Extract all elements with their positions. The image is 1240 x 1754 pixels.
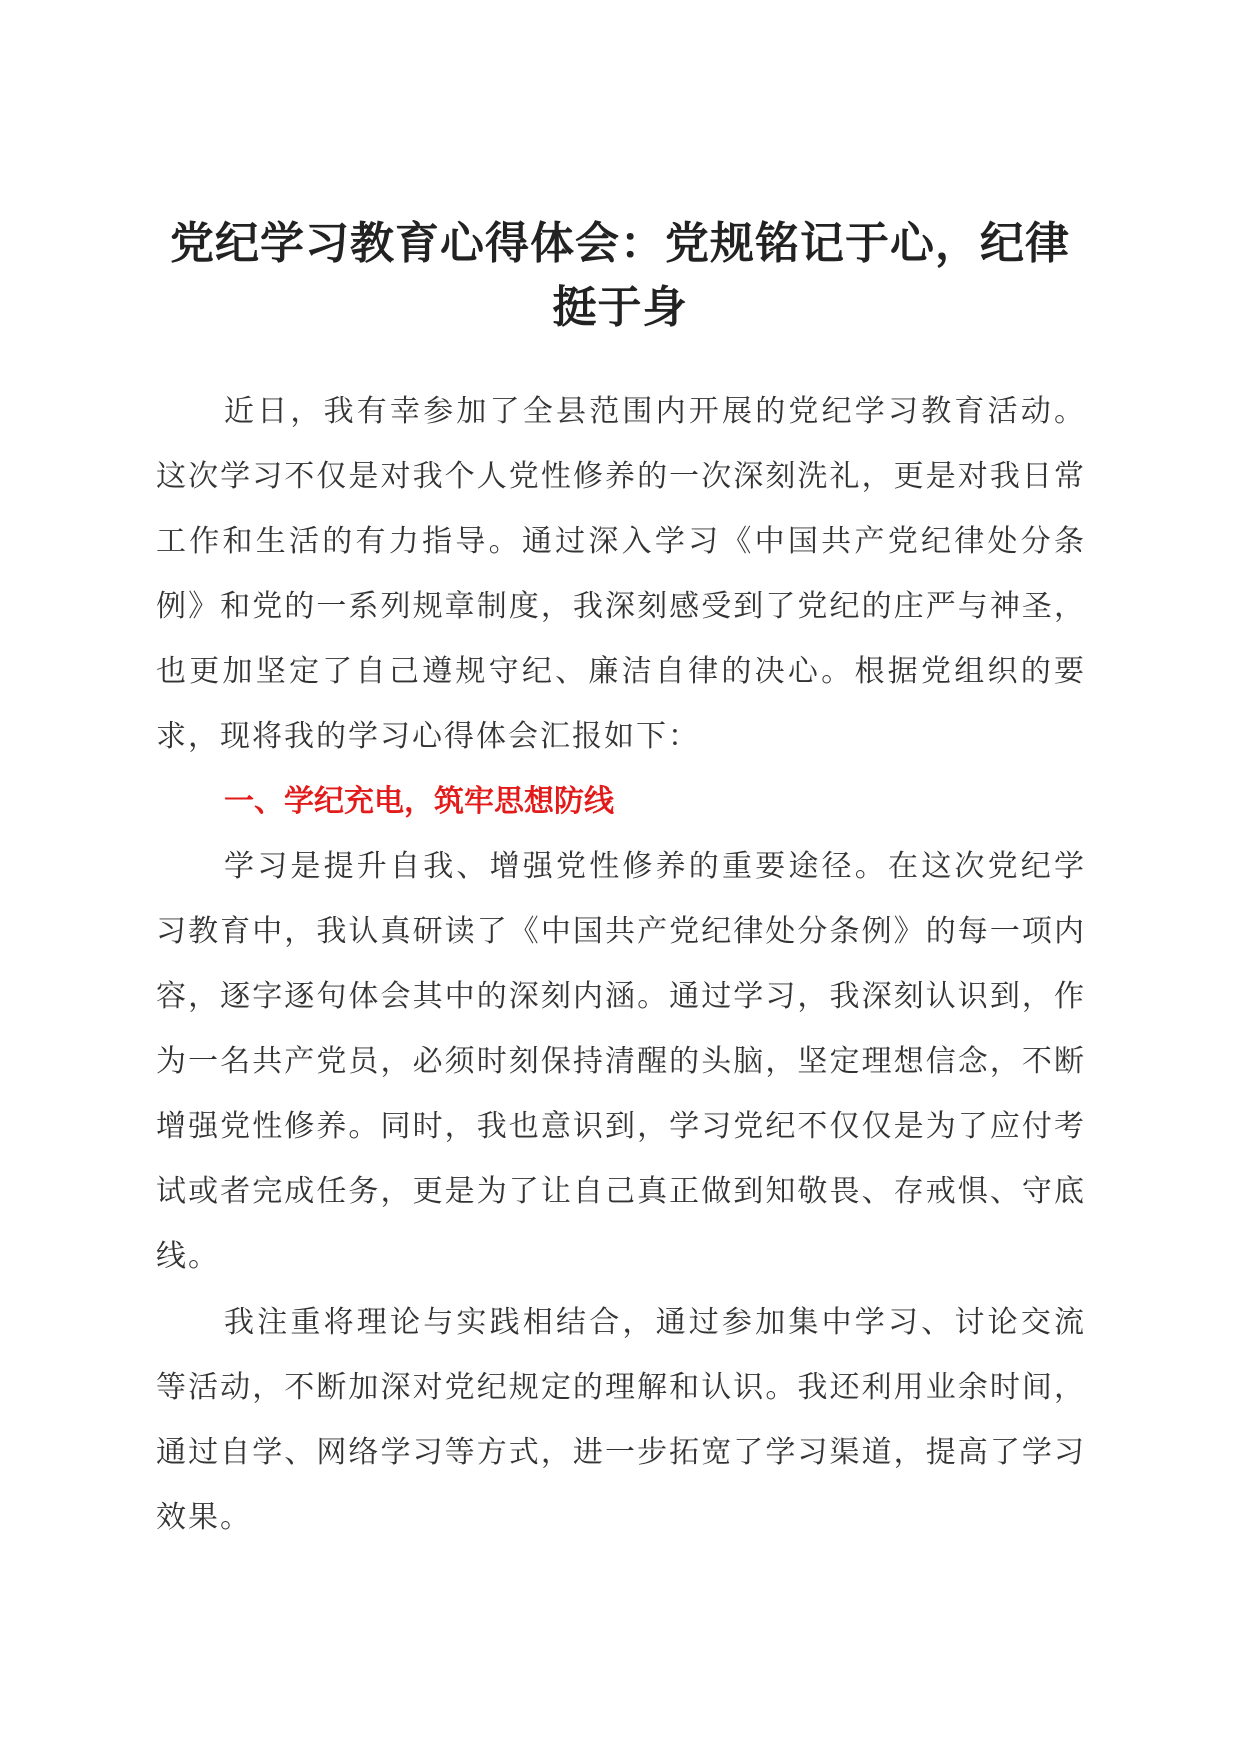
document-title: 党纪学习教育心得体会：党规铭记于心，纪律挺于身 [170,218,1070,333]
body-paragraph: 学习是提升自我、增强党性修养的重要途径。在这次党纪学习教育中，我认真研读了《中国共产党纪律处分条例》的每一项内容，逐字逐句体会其中的深刻内涵。通过学习，我深刻认识到，作为一名共产党员，必须时刻保持清醒的头脑，坚定理想信念，不断增强党性修养。同时，我也意识到，学习党纪不仅仅是为了应付考试或者完成任务，更是为了让自己真正做到知敬畏、存戒惧、守底线。 [156,849,1086,1274]
intro-paragraph: 近日，我有幸参加了全县范围内开展的党纪学习教育活动。这次学习不仅是对我个人党性修养的一次深刻洗礼，更是对我日常工作和生活的有力指导。通过深入学习《中国共产党纪律处分条例》和党的一系列规章制度，我深刻感受到了党纪的庄严与神圣，也更加坚定了自己遵规守纪、廉洁自律的决心。根据党组织的要求，现将我的学习心得体会汇报如下： [156,394,1086,754]
section-heading: 一、学纪充电，筑牢思想防线 [224,784,614,819]
body-paragraph: 我注重将理论与实践相结合，通过参加集中学习、讨论交流等活动，不断加深对党纪规定的理解和认识。我还利用业余时间，通过自学、网络学习等方式，进一步拓宽了学习渠道，提高了学习效果。 [156,1305,1086,1535]
